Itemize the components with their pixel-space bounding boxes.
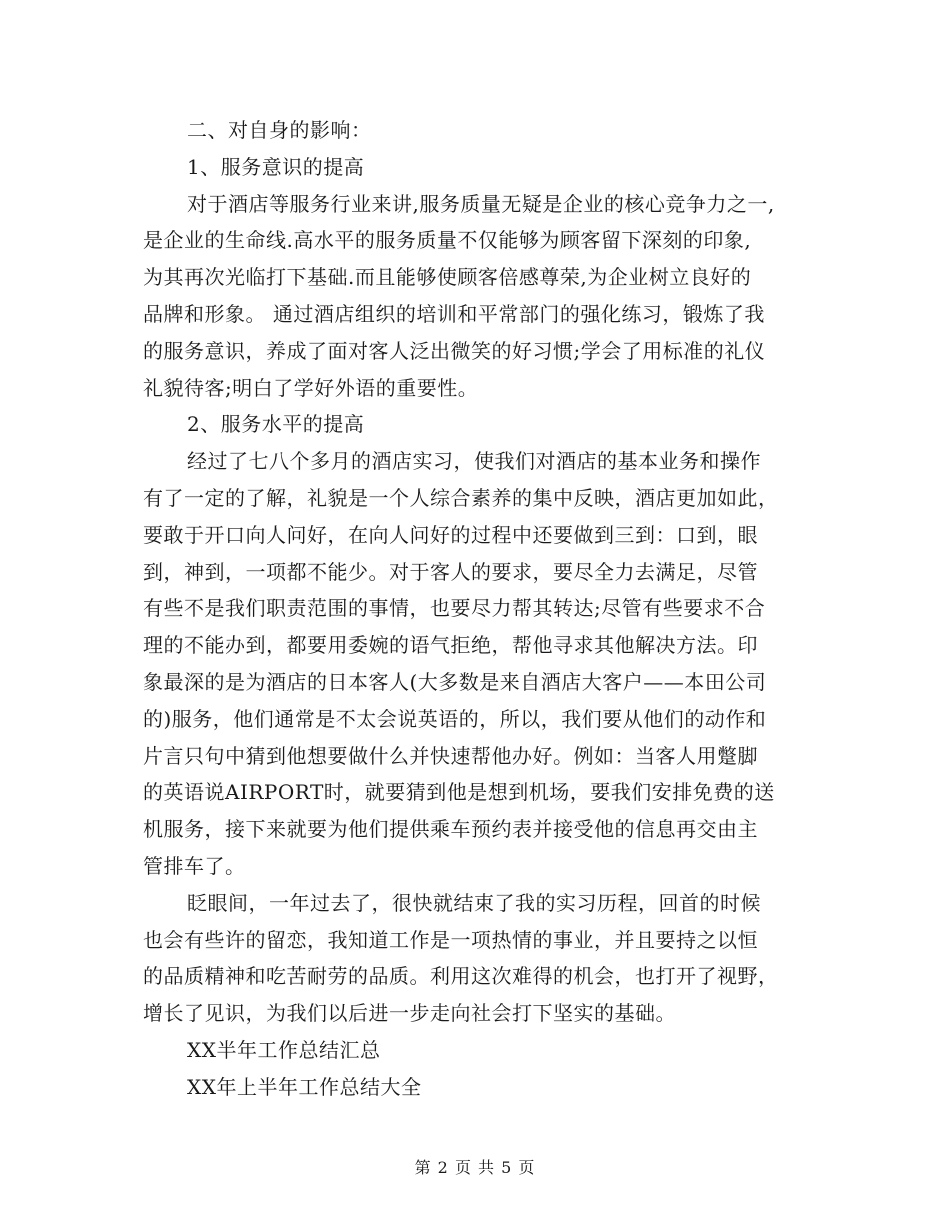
related-title: XX半年工作总结汇总 [187,1037,381,1062]
paragraph-line: 的服务意识，养成了面对客人泛出微笑的好习惯;学会了用标准的礼仪 [143,338,766,363]
section-heading: 二、对自身的影响： [187,118,372,142]
paragraph-line: 象最深的是为酒店的日本客人(大多数是来自酒店大客户——本田公司 [143,669,767,694]
paragraph-line: 也会有些许的留恋，我知道工作是一项热情的事业，并且要持之以恒 [143,927,758,952]
paragraph-line: 到，神到，一项都不能少。对于客人的要求，要尽全力去满足，尽管 [143,559,758,584]
paragraph-line: 增长了见识，为我们以后进一步走向社会打下坚实的基础。 [143,1001,676,1026]
paragraph-line: 礼貌待客;明白了学好外语的重要性。 [143,375,479,400]
related-title: XX年上半年工作总结大全 [187,1074,422,1099]
subsection-heading: 2、服务水平的提高 [187,412,365,437]
paragraph-line: 眨眼间，一年过去了，很快就结束了我的实习历程，回首的时候 [187,890,761,915]
paragraph-line: 有了一定的了解，礼貌是一个人综合素养的集中反映，酒店更加如此， [143,485,779,510]
page-number: 第 2 页 共 5 页 [414,1158,536,1177]
paragraph-line: 对于酒店等服务行业来讲,服务质量无疑是企业的核心竞争力之一, [187,191,775,216]
paragraph-line: 品牌和形象。 通过酒店组织的培训和平常部门的强化练习，锻炼了我 [143,301,765,326]
paragraph-line: 的)服务，他们通常是不太会说英语的，所以，我们要从他们的动作和 [143,706,767,731]
subsection-heading: 1、服务意识的提高 [187,154,365,179]
paragraph-line: 的品质精神和吃苦耐劳的品质。利用这次难得的机会，也打开了视野， [143,964,779,989]
paragraph-line: 有些不是我们职责范围的事情，也要尽力帮其转达;尽管有些要求不合 [143,596,766,621]
paragraph-line: 管排车了。 [143,853,246,878]
paragraph-line: 经过了七八个多月的酒店实习，使我们对酒店的基本业务和操作 [187,449,761,474]
paragraph-line: 为其再次光临打下基础.而且能够使顾客倍感尊荣,为企业树立良好的 [143,265,752,290]
paragraph-line: 机服务，接下来就要为他们提供乘车预约表并接受他的信息再交由主 [143,817,758,842]
paragraph-line: 理的不能办到，都要用委婉的语气拒绝，帮他寻求其他解决方法。印 [143,633,758,658]
document-body [143,112,823,1106]
paragraph-line: 是企业的生命线.高水平的服务质量不仅能够为顾客留下深刻的印象, [143,228,752,253]
paragraph-line: 的英语说AIRPORT时，就要猜到他是想到机场，要我们安排免费的送 [143,780,775,805]
paragraph-line: 片言只句中猜到他想要做什么并快速帮他办好。例如：当客人用蹩脚 [143,743,758,768]
paragraph-line: 要敢于开口向人问好，在向人问好的过程中还要做到三到：口到，眼 [143,522,758,547]
